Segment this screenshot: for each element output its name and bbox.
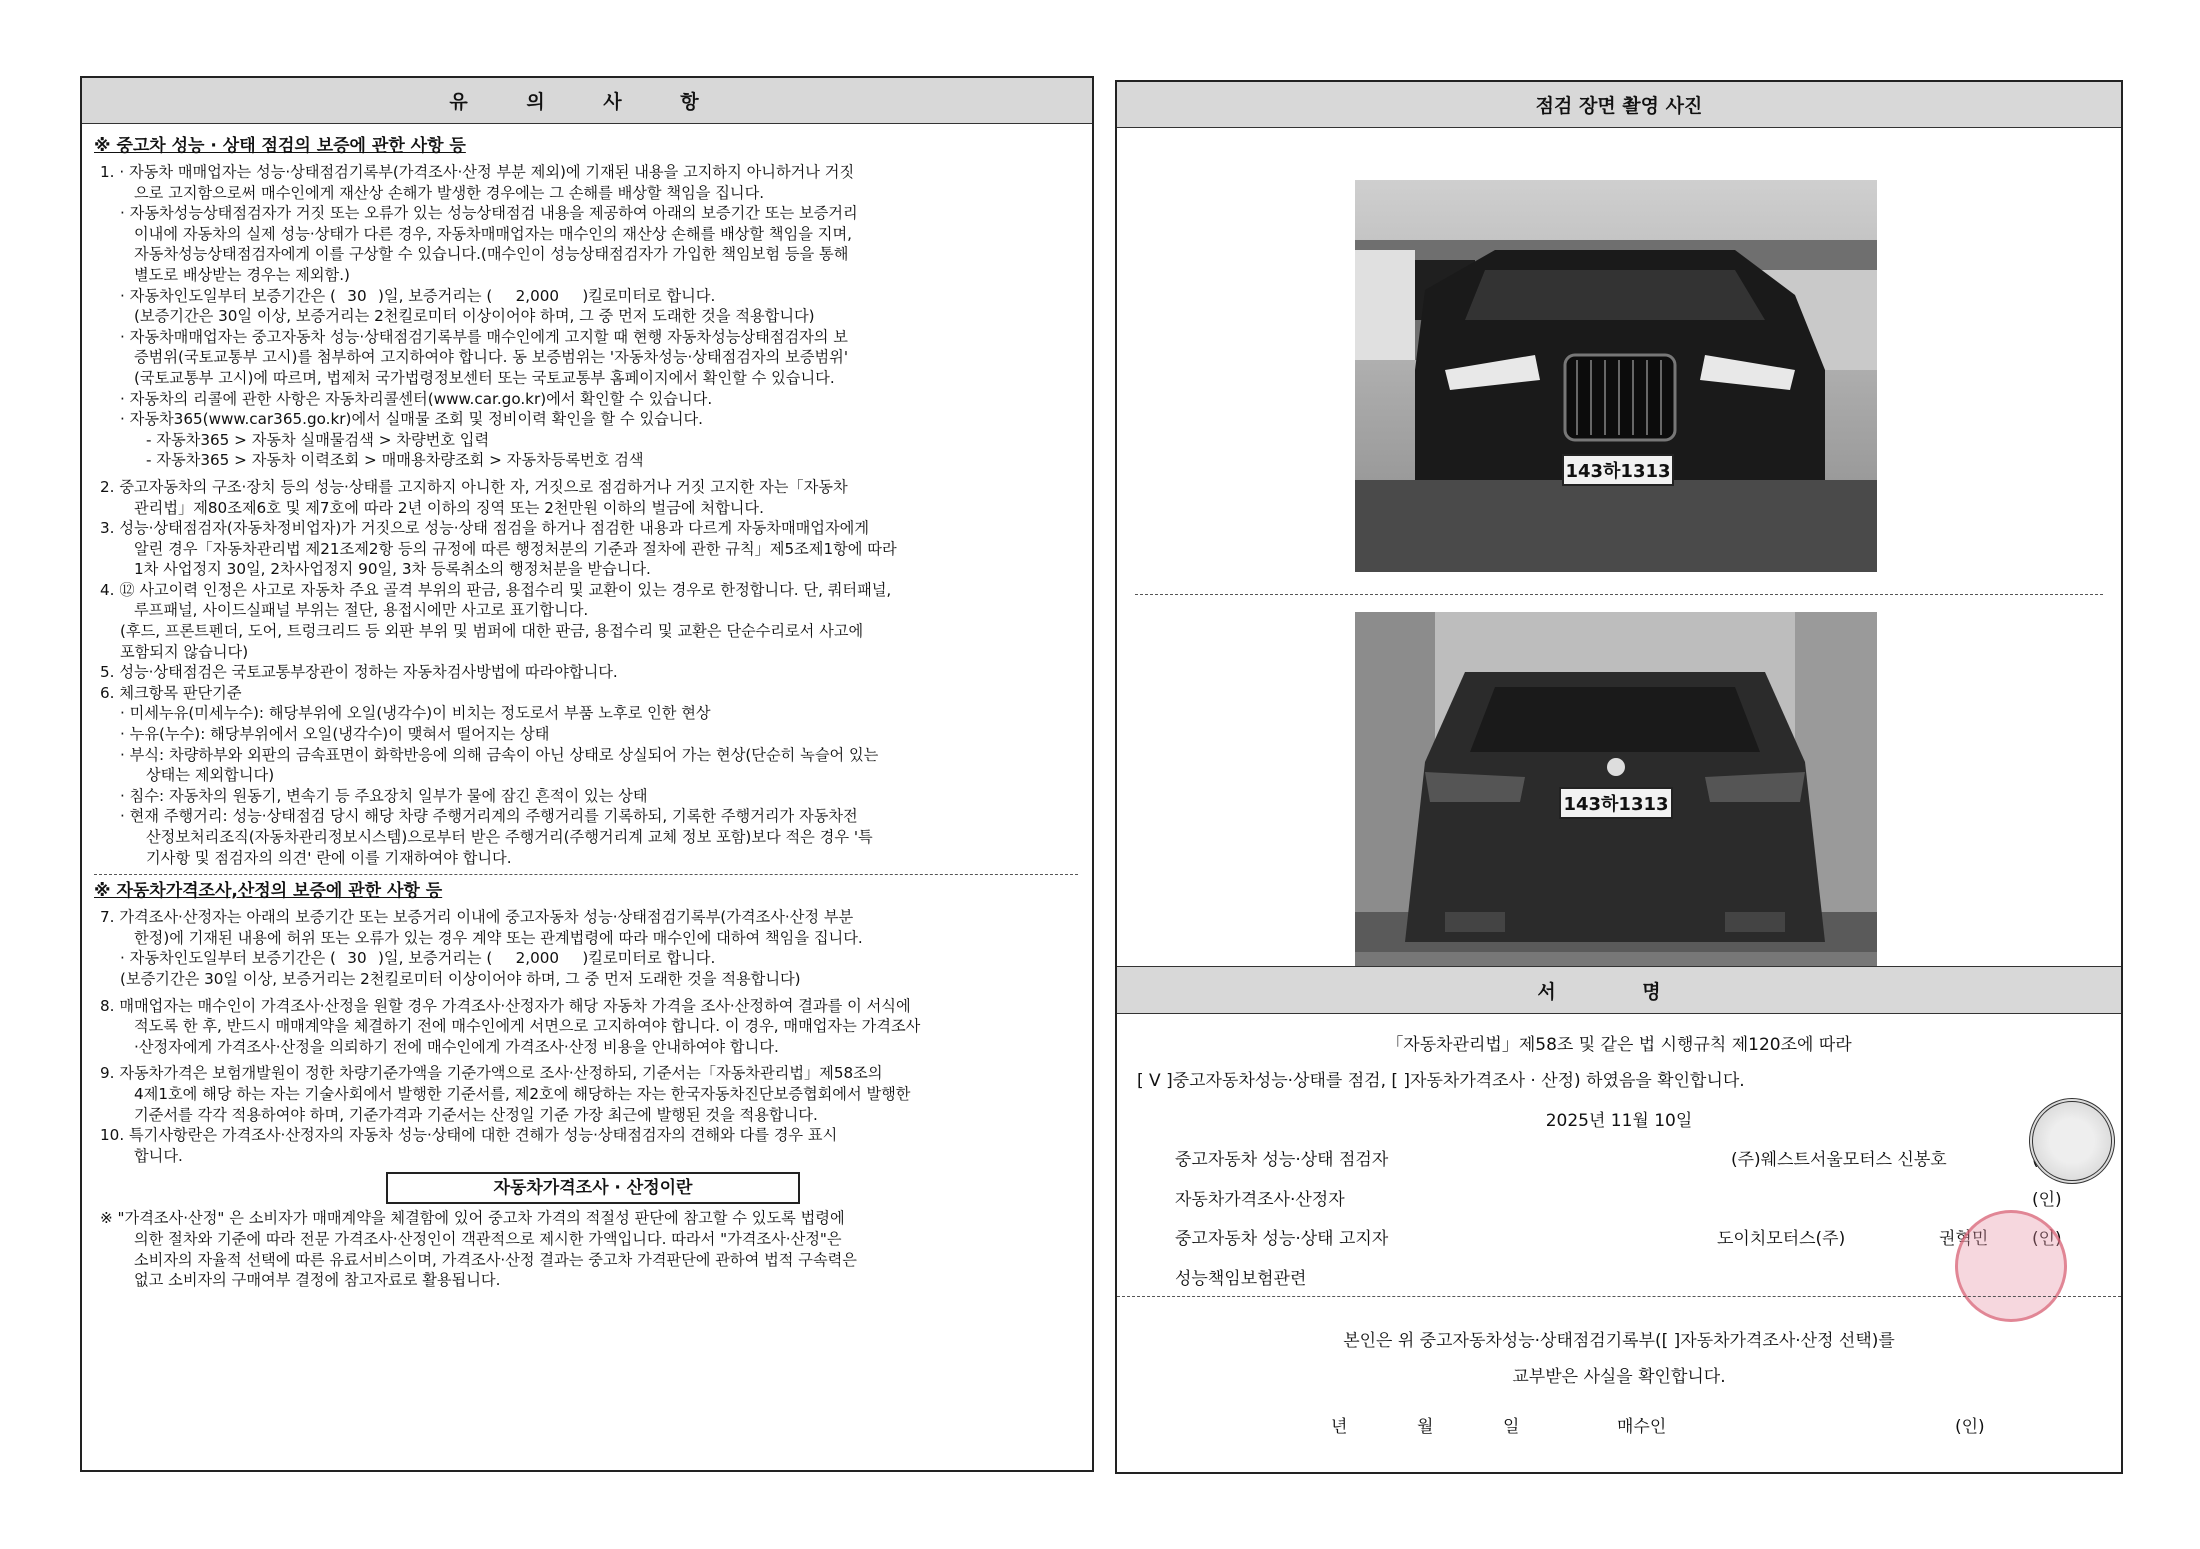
price-definition [94, 1208, 1078, 1290]
rear-inspection-photo [1355, 612, 1877, 1004]
day-label: 일 [1503, 1417, 1520, 1437]
inspector-label: 중고자동차 성능·상태 점검자 [1175, 1150, 1389, 1170]
photo-divider [1135, 594, 2103, 595]
buyer-confirm-line-1: 본인은 위 중고자동차성능·상태점검기록부([ ]자동차가격조사·산정 선택)를 [1343, 1331, 1895, 1351]
section1-list [94, 162, 1078, 471]
warranty-mid: )일, 보증거리는 ( [377, 286, 493, 305]
price-box-title: 자동차가격조사 · 산정이란 [386, 1172, 800, 1204]
note-line: 소비자의 자율적 선택에 따른 유료서비스이며, 가격조사·산정 결과는 중고차 가격판단에 관하여 법적 구속력은 [134, 1250, 857, 1269]
note-line: (국토교통부 고시)에 따르며, 법제처 국가법령정보센터 또는 국토교통부 홈페이지에서 확인할 수 있습니다. [134, 368, 835, 387]
warranty-days: 30 [347, 949, 367, 968]
note-line: - 자동차365 > 자동차 이력조회 > 매매용차량조회 > 자동차등록번호 검색 [146, 451, 644, 470]
photo-title: 점검 장면 촬영 사진 [1535, 95, 1703, 117]
note-line: · 부식: 차량하부와 외판의 금속표면이 화학반응에 의해 금속이 아닌 상태로 상실되어 가는 현상(단순히 녹슬어 있는 [120, 745, 879, 764]
company-seal-stamp [2029, 1098, 2115, 1184]
note-line: 7. 가격조사·산정자는 아래의 보증기간 또는 보증거리 이내에 중고자동차 성능·상태점검기록부(가격조사·산정 부분 [100, 908, 854, 927]
note-line: · 자동차의 리콜에 관한 사항은 자동차리콜센터(www.car.go.kr)에서 확인할 수 있습니다. [120, 389, 713, 408]
notifier-seal-mark: (인) [2032, 1229, 2062, 1249]
notifier-label: 중고자동차 성능·상태 고지자 [1175, 1229, 1389, 1249]
warranty-prefix: · 자동차인도일부터 보증기간은 ( [120, 286, 336, 305]
note-line: · 침수: 자동차의 원동기, 변속기 등 주요장치 일부가 물에 잠긴 흔적이 있는 상태 [120, 786, 648, 805]
note-line: 없고 소비자의 구매여부 결정에 참고자료로 활용됩니다. [134, 1271, 501, 1290]
note-line: · 자동차성능상태점검자가 거짓 또는 오류가 있는 성능상태점검 내용을 제공하여 아래의 보증기간 또는 보증거리 [120, 204, 858, 223]
section-divider [94, 874, 1078, 875]
front-plate-text: 143하1313 [1565, 461, 1671, 482]
notifier-person: 권혁민 [1939, 1229, 1989, 1249]
note-line: ※ "가격조사·산정" 은 소비자가 매매계약을 체결함에 있어 중고차 가격의 적절성 판단에 참고할 수 있도록 법령에 [100, 1209, 845, 1228]
appraiser-seal-mark: (인) [2032, 1190, 2062, 1210]
section1-list-b [94, 477, 1078, 868]
inspection-check-line: [ V ]중고자동차성능·상태를 점검, [ ]자동차가격조사 · 산정) 하였음을 확인합니다. [1137, 1071, 1745, 1091]
note-line: 10. 특기사항란은 가격조사·산정자의 자동차 성능·상태에 대한 견해가 성능·상태점검자의 견해와 다를 경우 표시 [100, 1126, 838, 1145]
red-seal-stamp [1955, 1210, 2067, 1322]
note-line: 루프패널, 사이드실패널 부위는 절단, 용접시에만 사고로 표기합니다. [134, 601, 589, 620]
warranty-mid: )일, 보증거리는 ( [377, 949, 493, 968]
rear-car-illustration [1355, 612, 1877, 1004]
warranty-km: 2,000 [515, 286, 560, 305]
note-line: 별도로 배상받는 경우는 제외함.) [134, 265, 350, 284]
front-inspection-photo [1355, 180, 1877, 572]
note-line: 적도록 한 후, 반드시 매매계약을 체결하기 전에 매수인에게 서면으로 고지하여야 합니다. 이 경우, 매매업자는 가격조사 [134, 1017, 921, 1036]
year-label: 년 [1331, 1417, 1348, 1437]
note-line: 알린 경우「자동차관리법 제21조제2항 등의 규정에 따른 행정처분의 기준과 절차에 관한 규칙」제5조제1항에 따라 [134, 539, 897, 558]
signature-header [1117, 966, 2121, 1014]
section-warranty-title: ※ 중고차 성능 · 상태 점검의 보증에 관한 사항 등 [94, 136, 466, 156]
photo-area [1117, 128, 2121, 958]
note-line: 포함되지 않습니다) [120, 642, 249, 661]
buyer-confirm-line-2: 교부받은 사실을 확인합니다. [1512, 1367, 1726, 1387]
note-line: 산정보처리조직(자동차관리정보시스템)으로부터 받은 주행거리(주행거리계 교체 정보 포함)보다 적은 경우 '특 [146, 828, 873, 846]
note-line: 2. 중고자동차의 구조·장치 등의 성능·상태를 고지하지 아니한 자, 거짓으로 점검하거나 거짓 고지한 자는「자동차 [100, 477, 848, 496]
notes-header [82, 78, 1092, 124]
section-price-title: ※ 자동차가격조사,산정의 보증에 관한 사항 등 [94, 881, 443, 902]
signature-title: 서 명 [1537, 980, 1701, 1003]
note-line: · 미세누유(미세누수): 해당부위에 오일(냉각수)이 비치는 정도로서 부품 노후로 인한 현상 [120, 704, 711, 723]
note-line: 1차 사업정지 30일, 2차사업정지 90일, 3차 등록취소의 행정처분을 받습니다. [134, 560, 651, 579]
notes-panel [80, 76, 1094, 1472]
notifier-company: 도이치모터스(주) [1717, 1229, 1846, 1249]
note-line: · 자동차365(www.car365.go.kr)에서 실매물 조회 및 정비이력 확인을 할 수 있습니다. [120, 410, 703, 429]
note-line: 기준서를 각각 적용하여야 하며, 기준가격과 기준서는 산정일 기준 가장 최근에 발행된 것을 적용합니다. [134, 1105, 818, 1124]
note-line: 이내에 자동차의 실제 성능·상태가 다른 경우, 자동차매매업자는 매수인의 재산상 손해를 배상할 책임을 지며, [134, 224, 852, 243]
inspection-panel [1115, 80, 2123, 1474]
note-line: (후드, 프론트펜더, 도어, 트렁크리드 등 외판 부위 및 범퍼에 대한 판금, 용접수리 및 교환은 단순수리로서 사고에 [120, 622, 864, 641]
note-line: 한정)에 기재된 내용에 허위 또는 오류가 있는 경우 계약 또는 관계법령에 따라 매수인에 대하여 책임을 집니다. [134, 928, 863, 947]
notes-title: 유 의 사 항 [449, 91, 725, 113]
note-line: 의한 절차와 기준에 따라 전문 가격조사·산정인이 객관적으로 제시한 가액입니다. 따라서 "가격조사·산정"은 [134, 1229, 842, 1248]
law-reference: 「자동차관리법」제58조 및 같은 법 시행규칙 제120조에 따라 [1386, 1035, 1852, 1055]
note-line: 자동차성능상태점검자에게 이를 구상할 수 있습니다.(매수인이 성능상태점검자가 가입한 책임보험 등을 통해 [134, 245, 849, 264]
note-line: 4. ⑫ 사고이력 인정은 사고로 자동차 주요 골격 부위의 판금, 용접수리 및 교환이 있는 경우로 한정합니다. 단, 쿼터패널, [100, 580, 892, 599]
note-line: 8. 매매업자는 매수인이 가격조사·산정을 원할 경우 가격조사·산정자가 해당 자동차 가격을 조사·산정하여 결과를 이 서식에 [100, 996, 911, 1015]
note-line: · 자동차매매업자는 중고자동차 성능·상태점검기록부를 매수인에게 고지할 때 현행 자동차성능상태점검자의 보 [120, 327, 848, 346]
inspector-name: (주)웨스트서울모터스 신봉호 [1731, 1150, 1947, 1170]
note-line: 으로 고지함으로써 매수인에게 재산상 손해가 발생한 경우에는 그 손해를 배상할 책임을 집니다. [134, 183, 765, 202]
month-label: 월 [1417, 1417, 1434, 1437]
signature-divider [1117, 1296, 2121, 1297]
note-line: 상태는 제외합니다) [146, 766, 275, 785]
note-line: - 자동차365 > 자동차 실매물검색 > 차량번호 입력 [146, 430, 490, 449]
notes-body [82, 126, 1092, 1470]
warranty-line-2 [94, 948, 1078, 969]
buyer-label: 매수인 [1617, 1417, 1667, 1437]
warranty-km: 2,000 [515, 949, 560, 968]
section2-list [94, 907, 1078, 1166]
warranty-suffix: )킬로미터로 합니다. [582, 286, 716, 305]
buyer-seal-mark: (인) [1955, 1417, 1985, 1437]
photo-header [1117, 82, 2121, 128]
note-line: (보증기간은 30일 이상, 보증거리는 2천킬로미터 이상이어야 하며, 그 중 먼저 도래한 것을 적용합니다) [134, 307, 815, 326]
note-line: 증범위(국토교통부 고시)를 첨부하여 고지하여야 합니다. 동 보증범위는 '자동차성능·상태점검자의 보증범위' [134, 348, 849, 367]
note-line: 기사항 및 점검자의 의견' 란에 이를 기재하여야 합니다. [146, 848, 512, 867]
note-line: · 누유(누수): 해당부위에서 오일(냉각수)이 맺혀서 떨어지는 상태 [120, 725, 550, 744]
insurance-label: 성능책임보험관련 [1175, 1269, 1307, 1289]
note-line: 9. 자동차가격은 보험개발원이 정한 차량기준가액을 기준가액으로 조사·산정하되, 기준서는「자동차관리법」제58조의 [100, 1064, 883, 1083]
note-line: (보증기간은 30일 이상, 보증거리는 2천킬로미터 이상이어야 하며, 그 중 먼저 도래한 것을 적용합니다) [120, 969, 801, 988]
note-line: · 현재 주행거리: 성능·상태점검 당시 해당 차량 주행거리계의 주행거리를 기록하되, 기록한 주행거리가 자동차전 [120, 807, 858, 826]
warranty-prefix: · 자동차인도일부터 보증기간은 ( [120, 949, 336, 968]
warranty-days: 30 [347, 286, 367, 305]
note-line: 관리법」제80조제6호 및 제7호에 따라 2년 이하의 징역 또는 2천만원 이하의 벌금에 처합니다. [134, 498, 764, 517]
note-line: 3. 성능·상태점검자(자동차정비업자)가 거짓으로 성능·상태 점검을 하거나 점검한 내용과 다르게 자동차매매업자에게 [100, 519, 869, 538]
inspection-date: 2025년 11월 10일 [1545, 1111, 1693, 1131]
note-line: 4제1호에 해당 하는 자는 기술사회에서 발행한 기준서를, 제2호에 해당하는 자는 한국자동차진단보증협회에서 발행한 [134, 1084, 911, 1103]
front-car-illustration [1355, 180, 1877, 572]
note-line: 5. 성능·상태점검은 국토교통부장관이 정하는 자동차검사방법에 따라야합니다. [100, 663, 618, 682]
note-line: ·산정자에게 가격조사·산정을 의뢰하기 전에 매수인에게 가격조사·산정 비용을 안내하여야 합니다. [134, 1037, 779, 1056]
warranty-suffix: )킬로미터로 합니다. [582, 949, 716, 968]
note-line: 합니다. [134, 1146, 183, 1165]
note-line: 1. · 자동차 매매업자는 성능·상태점검기록부(가격조사·산정 부분 제외)에 기재된 내용을 고지하지 아니하거나 거짓 [100, 163, 855, 181]
appraiser-label: 자동차가격조사·산정자 [1175, 1190, 1345, 1210]
warranty-line-1 [94, 286, 1078, 307]
rear-plate-text: 143하1313 [1563, 794, 1669, 815]
note-line: 6. 체크항목 판단기준 [100, 683, 242, 702]
